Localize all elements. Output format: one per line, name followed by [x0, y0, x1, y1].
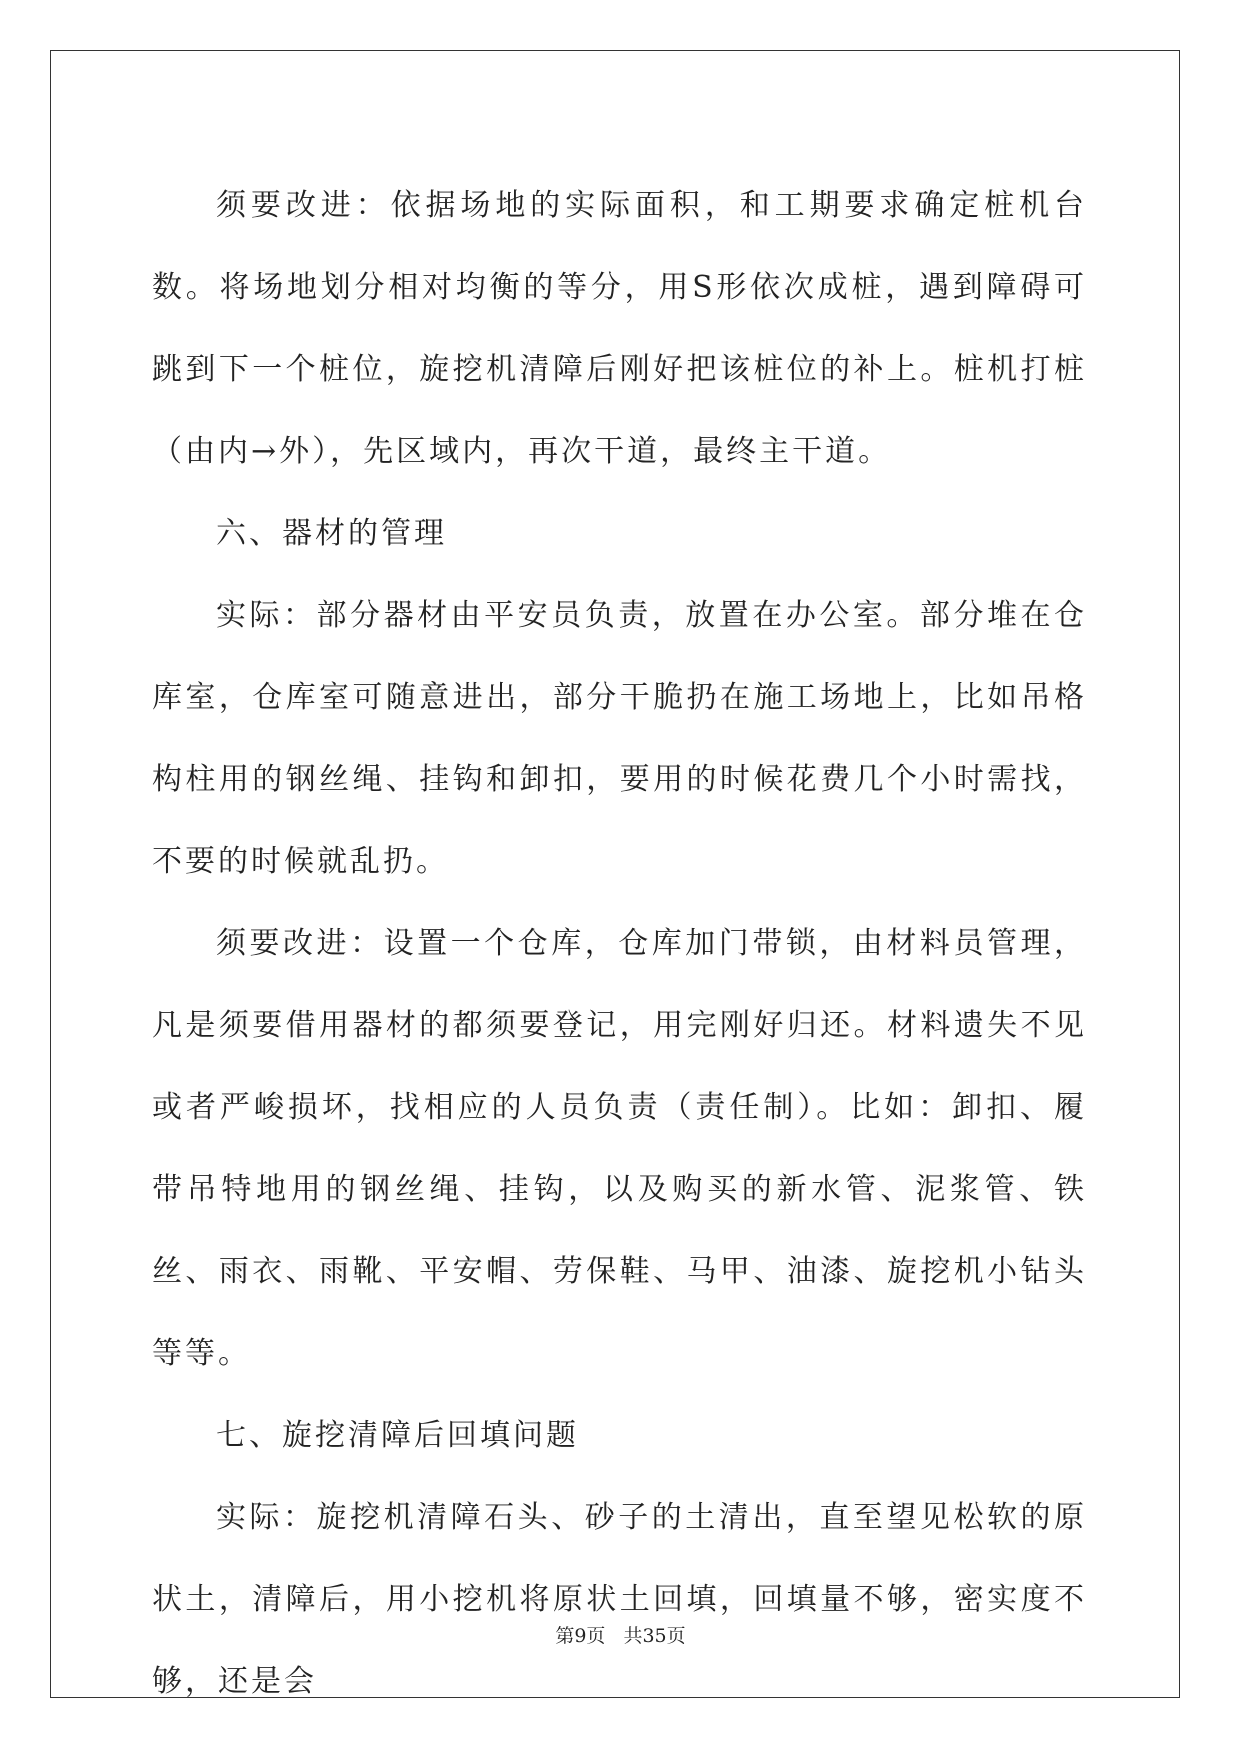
paragraph-backfill-actual: 实际：旋挖机清障石头、砂子的土清出，直至望见松软的原状土，清障后，用小挖机将原状土回填，回填量不够，密实度不够，还是会 [152, 1500, 1087, 1699]
section-heading-backfill: 七、旋挖清障后回填问题 [216, 1418, 579, 1453]
document-body [152, 165, 1087, 1723]
paragraph-improvement-piling: 须要改进：依据场地的实际面积，和工期要求确定桩机台数。将场地划分相对均衡的等分，用S形依次成桩，遇到障碍可跳到下一个桩位，旋挖机清障后刚好把该桩位的补上。桩机打桩（由内→外），先区域内，再次干道，最终主干道。 [152, 188, 1087, 469]
paragraph-equipment-improvement: 须要改进：设置一个仓库，仓库加门带锁，由材料员管理，凡是须要借用器材的都须要登记，用完刚好归还。材料遗失不见或者严峻损坏，找相应的人员负责（责任制）。比如：卸扣、履带吊特地用的钢丝绳、挂钩，以及购买的新水管、泥浆管、铁丝、雨衣、雨靴、平安帽、劳保鞋、马甲、油漆、旋挖机小钻头等等。 [152, 926, 1087, 1371]
page-footer [0, 1621, 1241, 1648]
page-number: 第9页 [555, 1625, 606, 1647]
paragraph-equipment-actual: 实际：部分器材由平安员负责，放置在办公室。部分堆在仓库室，仓库室可随意进出，部分干脆扔在施工场地上，比如吊格构柱用的钢丝绳、挂钩和卸扣，要用的时候花费几个小时需找，不要的时候就乱扔。 [152, 598, 1087, 879]
section-heading-equipment: 六、器材的管理 [216, 516, 447, 551]
page-total: 共35页 [623, 1625, 686, 1647]
